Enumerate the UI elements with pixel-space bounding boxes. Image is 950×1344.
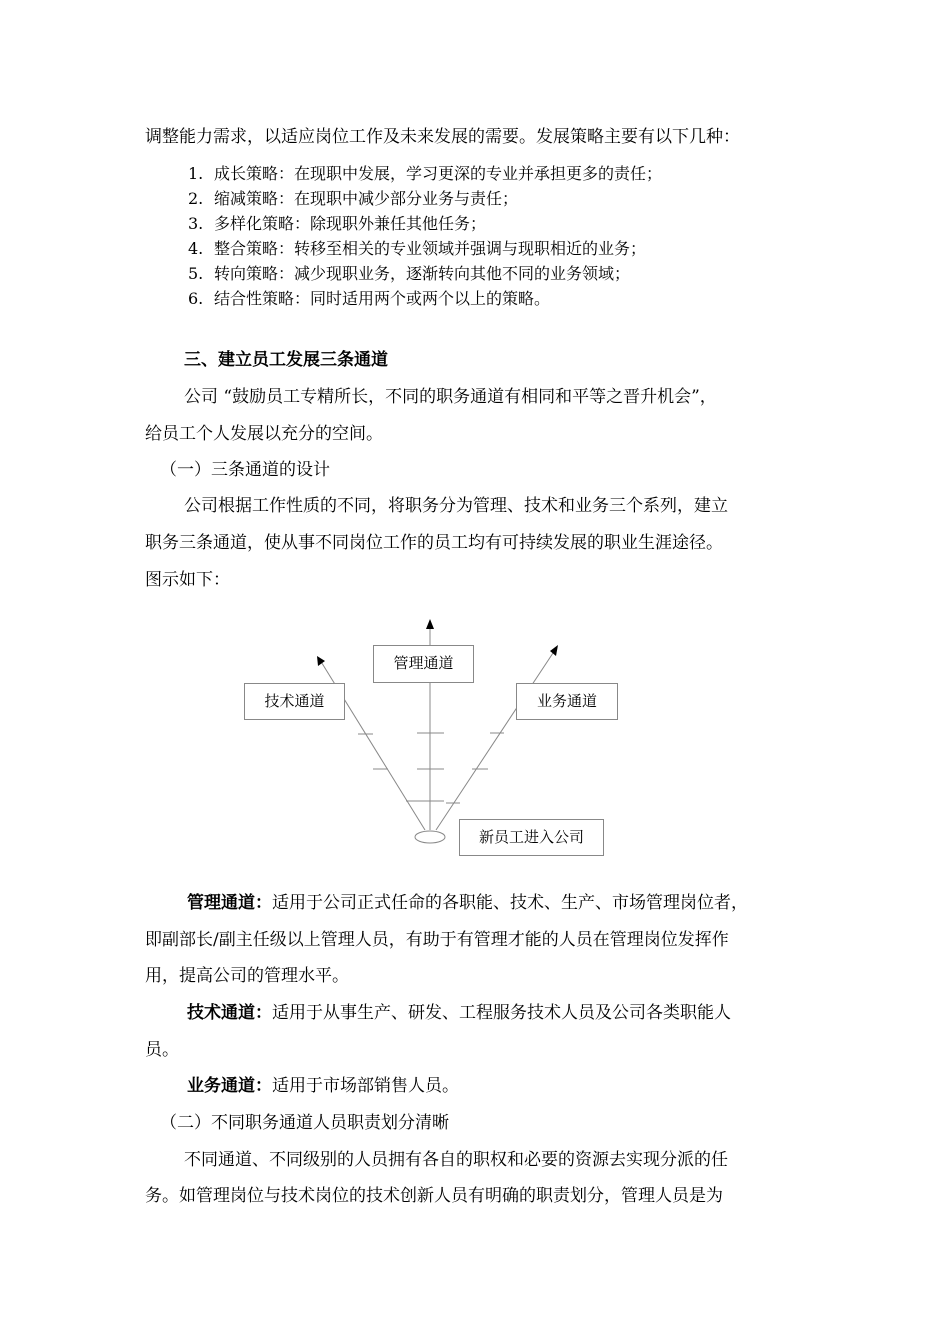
paragraph-line: 业务通道：适用于市场部销售人员。 — [187, 1076, 459, 1096]
paragraph-line: 管理通道：适用于公司正式任命的各职能、技术、生产、市场管理岗位者， — [187, 893, 748, 913]
section-heading: 三、建立员工发展三条通道 — [184, 350, 388, 370]
paragraph-line: 用，提高公司的管理水平。 — [145, 966, 349, 986]
term-label: 技术通道： — [187, 1003, 272, 1023]
paragraph-line: 即副部长/副主任级以上管理人员，有助于有管理才能的人员在管理岗位发挥作 — [145, 930, 729, 950]
list-item: 1. 成长策略：在现职中发展，学习更深的专业并承担更多的责任； — [188, 164, 663, 183]
paragraph-line: 职务三条通道，使从事不同岗位工作的员工均有可持续发展的职业生涯途径。 — [145, 533, 723, 553]
new-employee-box: 新员工进入公司 — [459, 819, 604, 856]
paragraph-line: 公司根据工作性质的不同，将职务分为管理、技术和业务三个系列，建立 — [184, 496, 728, 516]
paragraph-line: 不同通道、不同级别的人员拥有各自的职权和必要的资源去实现分派的任 — [184, 1150, 728, 1170]
paragraph-line: 技术通道：适用于从事生产、研发、工程服务技术人员及公司各类职能人 — [187, 1003, 731, 1023]
subsection-heading: （一）三条通道的设计 — [160, 460, 330, 480]
paragraph-line: 给员工个人发展以充分的空间。 — [145, 424, 383, 444]
business-channel-box: 业务通道 — [516, 683, 618, 720]
list-item: 5. 转向策略：减少现职业务，逐渐转向其他不同的业务领域； — [188, 264, 631, 283]
management-channel-box: 管理通道 — [373, 645, 474, 683]
intro-paragraph-line: 调整能力需求，以适应岗位工作及未来发展的需要。发展策略主要有以下几种： — [145, 127, 740, 147]
paragraph-line: 公司 “鼓励员工专精所长，不同的职务通道有相同和平等之晋升机会”， — [184, 387, 717, 407]
start-ellipse — [415, 831, 445, 843]
subsection-heading: （二）不同职务通道人员职责划分清晰 — [160, 1113, 449, 1133]
list-item: 3. 多样化策略：除现职外兼任其他任务； — [188, 214, 487, 233]
technical-channel-box: 技术通道 — [244, 683, 345, 720]
list-item: 6. 结合性策略：同时适用两个或两个以上的策略。 — [188, 289, 551, 308]
term-label: 管理通道： — [187, 893, 272, 913]
paragraph-line: 员。 — [145, 1040, 179, 1060]
arrow-head — [317, 656, 325, 666]
list-item: 2. 缩减策略：在现职中减少部分业务与责任； — [188, 189, 519, 208]
arrow-head — [550, 645, 558, 656]
arrow-head — [426, 619, 434, 629]
term-label: 业务通道： — [187, 1076, 272, 1096]
paragraph-line: 务。如管理岗位与技术岗位的技术创新人员有明确的职责划分，管理人员是为 — [145, 1186, 723, 1206]
list-item: 4. 整合策略：转移至相关的专业领域并强调与现职相近的业务； — [188, 239, 647, 258]
paragraph-line: 图示如下： — [145, 570, 230, 590]
